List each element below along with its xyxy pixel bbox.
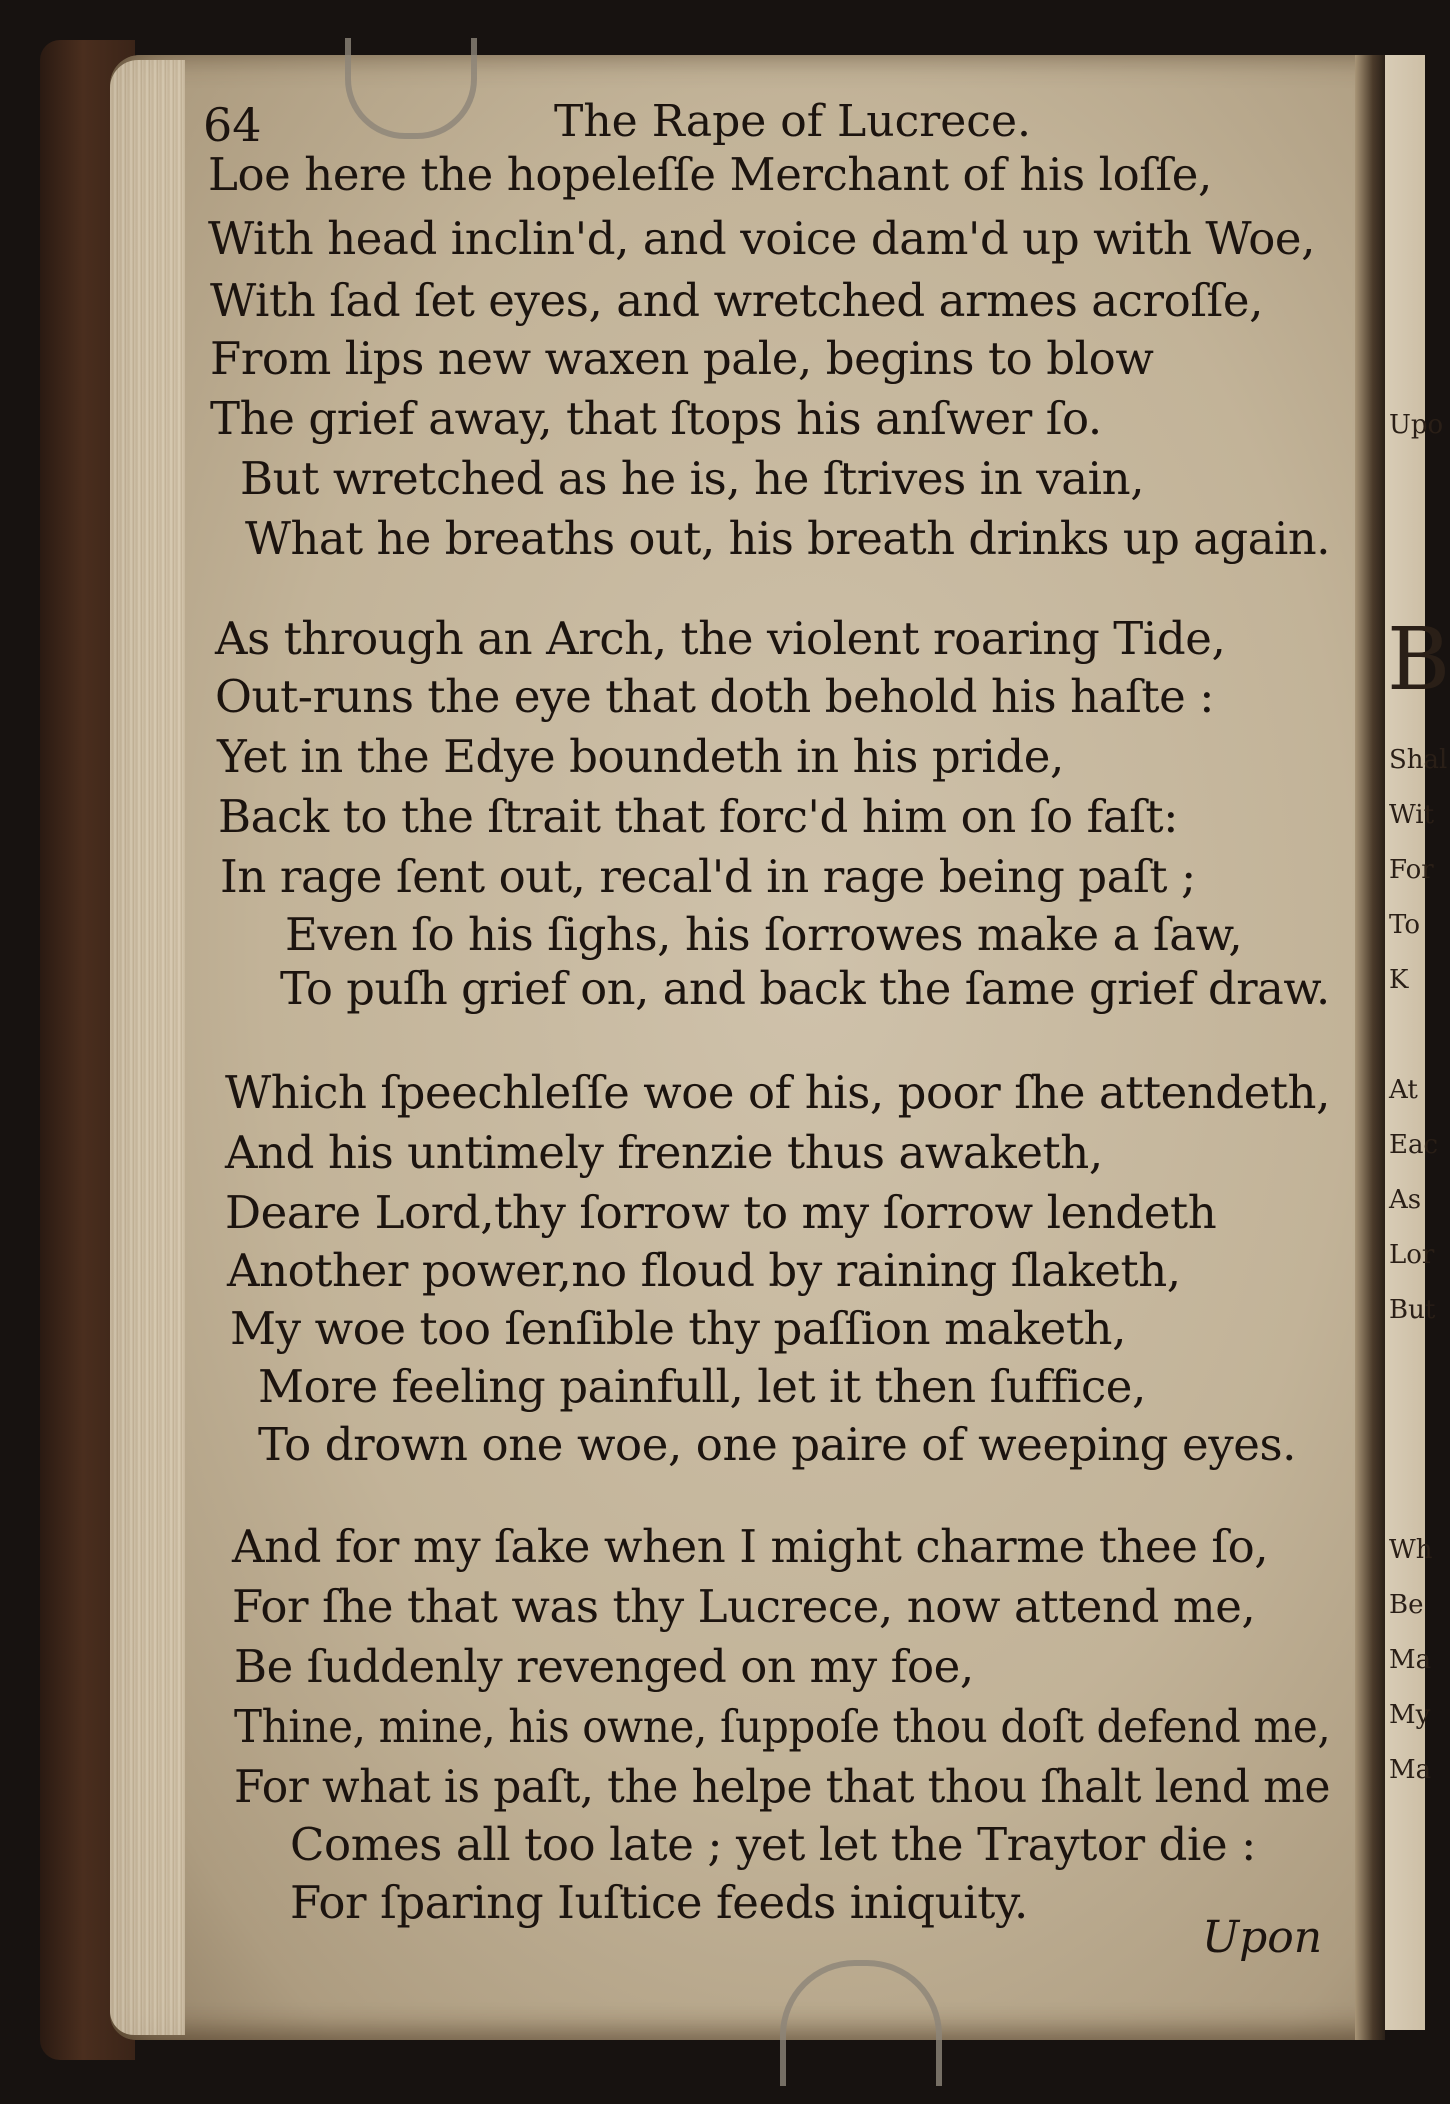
verse-line: For ſhe that was thy Lucrece, now attend me, [232, 1580, 1256, 1633]
adjacent-fragment: Be [1389, 1590, 1424, 1620]
adjacent-fragment: K [1389, 965, 1409, 995]
running-title: The Rape of Lucrece. [554, 96, 1031, 147]
adjacent-fragment: Ma [1389, 1645, 1432, 1675]
verse-line: From lips new waxen pale, begins to blow [210, 332, 1154, 385]
verse-line: Deare Lord,thy ſorrow to my ſorrow lendeth [225, 1186, 1217, 1239]
verse-line: Which ſpeechleſſe woe of his, poor ſhe attendeth, [225, 1066, 1330, 1119]
verse-line: Yet in the Edye boundeth in his pride, [217, 730, 1064, 783]
verse-line: Even ſo his ſighs, his ſorrowes make a ſaw, [285, 908, 1243, 961]
adjacent-fragment: Ma [1389, 1755, 1432, 1785]
verse-line: As through an Arch, the violent roaring Tide, [215, 612, 1226, 665]
verse-line: My woe too ſenſible thy paſſion maketh, [230, 1302, 1127, 1355]
verse-line: Be ſuddenly revenged on my foe, [234, 1640, 974, 1693]
adjacent-fragment: But [1389, 1295, 1436, 1325]
verse-line: Another power,no floud by raining ſlaketh, [227, 1244, 1181, 1297]
verse-line: Loe here the hopeleſſe Merchant of his loſſe, [208, 148, 1212, 201]
verse-line: With ſad ſet eyes, and wretched armes acroſſe, [210, 274, 1263, 327]
adjacent-fragment: As [1389, 1185, 1422, 1215]
adjacent-fragment: My [1389, 1700, 1431, 1730]
verse-line: Comes all too late ; yet let the Traytor die : [290, 1818, 1256, 1871]
catchword: Upon [1202, 1912, 1323, 1963]
verse-line: In rage ſent out, recal'd in rage being paſt ; [220, 850, 1196, 903]
verse-line: And his untimely frenzie thus awaketh, [225, 1126, 1103, 1179]
adjacent-fragment: Eac [1389, 1130, 1439, 1160]
adjacent-fragment: Upo [1389, 410, 1444, 440]
verse-line: More feeling painfull, let it then ſuffice, [258, 1360, 1146, 1413]
adjacent-fragment: Lor [1389, 1240, 1435, 1270]
verse-line: Out-runs the eye that doth behold his haſte : [215, 670, 1215, 723]
adjacent-fragment: Shal [1389, 745, 1448, 775]
verse-line: To drown one woe, one paire of weeping eyes. [258, 1418, 1297, 1471]
adjacent-fragment: At [1389, 1075, 1418, 1105]
adjacent-fragment: B [1387, 610, 1450, 710]
verse-line: What he breaths out, his breath drinks up again. [245, 512, 1331, 565]
adjacent-fragment: Wit [1389, 800, 1435, 830]
adjacent-fragment: To [1389, 910, 1420, 940]
verse-line: To puſh grief on, and back the ſame grief draw. [280, 962, 1330, 1015]
adjacent-fragment: For [1389, 855, 1434, 885]
adjacent-fragment: Wh [1389, 1535, 1433, 1565]
verse-line: For what is paſt, the helpe that thou ſhalt lend me [234, 1760, 1331, 1813]
verse-line: For ſparing Iuſtice feeds iniquity. [290, 1876, 1028, 1929]
page-number: 64 [203, 98, 262, 152]
verse-line: With head inclin'd, and voice dam'd up with Woe, [208, 212, 1316, 265]
verse-line: But wretched as he is, he ſtrives in vain, [240, 452, 1145, 505]
verse-line: And for my ſake when I might charme thee ſo, [232, 1520, 1269, 1573]
verse-line: Thine, mine, his owne, ſuppoſe thou doſt defend me, [234, 1700, 1331, 1753]
verse-line: The grief away, that ſtops his anſwer ſo. [210, 392, 1102, 445]
verse-line: Back to the ſtrait that forc'd him on ſo faſt: [218, 790, 1178, 843]
